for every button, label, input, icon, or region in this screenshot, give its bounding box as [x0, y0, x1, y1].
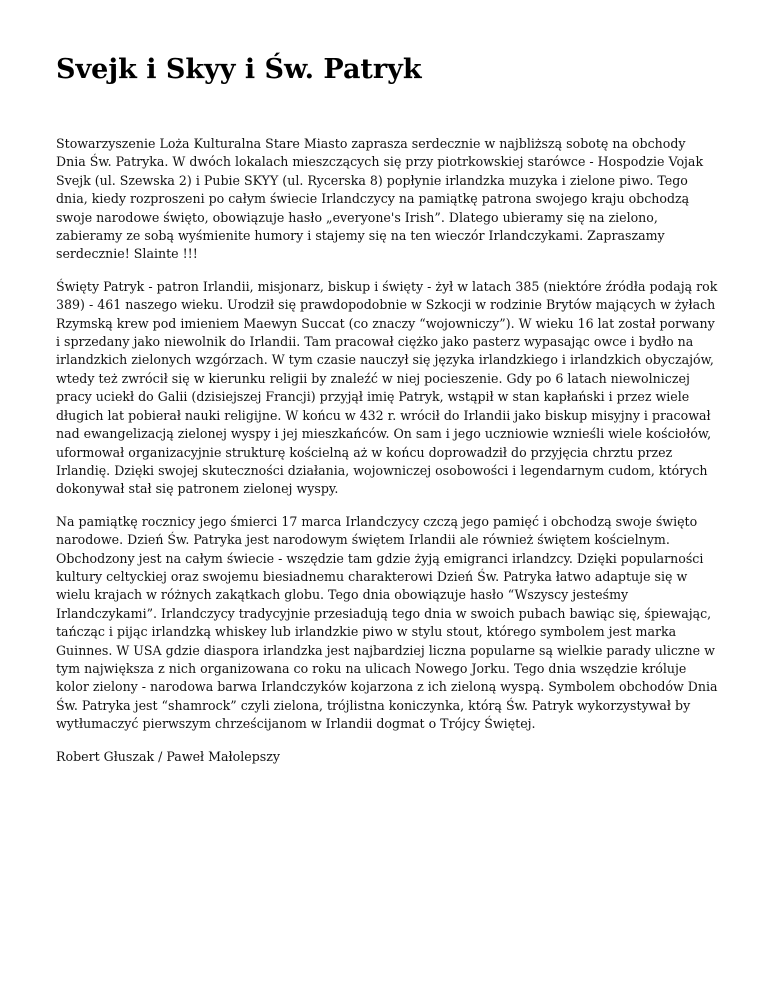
paragraph-authors: Robert Głuszak / Paweł Małolepszy	[56, 748, 280, 764]
paragraph-biography: Święty Patryk - patron Irlandii, misjonarz, biskup i święty - żył w latach 385 (niektóre źródła podają rok 389) - 461 naszego wieku. Urodził się prawdopodobnie w Szkocji w rodzinie Brytów mających w żyłach Rzymską krew pod imieniem Maewyn Succat (co znaczy “wojowniczy”). W wieku 16 lat został porwany i sprzedany jako niewolnik do Irlandii. Tam pracował ciężko jako pasterz wypasając owce i bydło na irlandzkich zielonych wzgórzach. W tym czasie nauczył się języka irlandzkiego i irlandzkich obyczajów, wtedy też zwrócił się w kierunku religii by znaleźć w niej pocieszenie. Gdy po 6 latach niewolniczej pracy uciekł do Galii (dzisiejszej Francji) przyjął imię Patryk, wstąpił w stan kapłański i przez wiele długich lat pobierał nauki religijne. W końcu w 432 r. wrócił do Irlandii jako biskup misyjny i pracował nad ewangelizacją zielonej wyspy i jej mieszkańców. On sam i jego uczniowie wznieśli wiele kościołów, uformował organizacyjnie strukturę kościelną aż w końcu doprowadził do przyjęcia chrztu przez Irlandię. Dzięki swojej skuteczności działania, wojowniczej osobowości i legendarnym cudom, których dokonywał stał się patronem zielonej wyspy.	[56, 278, 718, 497]
article-body	[56, 135, 718, 780]
paragraph-celebration: Na pamiątkę rocznicy jego śmierci 17 marca Irlandczycy czczą jego pamięć i obchodzą swoje święto narodowe. Dzień Św. Patryka jest narodowym świętem Irlandii ale również świętem kościelnym. Obchodzony jest na całym świecie - wszędzie tam gdzie żyją emigranci irlandzcy. Dzięki popularności kultury celtyckiej oraz swojemu biesiadnemu charakterowi Dzień Św. Patryka łatwo adaptuje się w wielu krajach w różnych zakątkach globu. Tego dnia obowiązuje hasło “Wszyscy jesteśmy Irlandczykami”. Irlandczycy tradycyjnie przesiadują tego dnia w swoich pubach bawiąc się, śpiewając, tańcząc i pijąc irlandzką whiskey lub irlandzkie piwo w stylu stout, którego symbolem jest marka Guinnes. W USA gdzie diaspora irlandzka jest najbardziej liczna popularne są wielkie parady uliczne w tym największa z nich organizowana co roku na ulicach Nowego Jorku. Tego dnia wszędzie króluje kolor zielony - narodowa barwa Irlandczyków kojarzona z ich zieloną wyspą. Symbolem obchodów Dnia Św. Patryka jest “shamrock” czyli zielona, trójlistna koniczynka, którą Św. Patryk wykorzystywał by wytłumaczyć pierwszym chrześcijanom w Irlandii dogmat o Trójcy Świętej.	[56, 513, 718, 732]
document-title: Svejk i Skyy i Św. Patryk	[56, 54, 422, 85]
paragraph-invitation: Stowarzyszenie Loża Kulturalna Stare Miasto zaprasza serdecznie w najbliższą sobotę na obchody Dnia Św. Patryka. W dwóch lokalach mieszczących się przy piotrkowskiej starówce - Hospodzie Vojak Svejk (ul. Szewska 2) i Pubie SKYY (ul. Rycerska 8) popłynie irlandzka muzyka i zielone piwo. Tego dnia, kiedy rozproszeni po całym świecie Irlandczycy na pamiątkę patrona swojego kraju obchodzą swoje narodowe święto, obowiązuje hasło „everyone's Irish”. Dlatego ubieramy się na zielono, zabieramy ze sobą wyśmienite humory i stajemy się na ten wieczór Irlandczykami. Zapraszamy serdecznie! Slainte !!!	[56, 136, 704, 262]
